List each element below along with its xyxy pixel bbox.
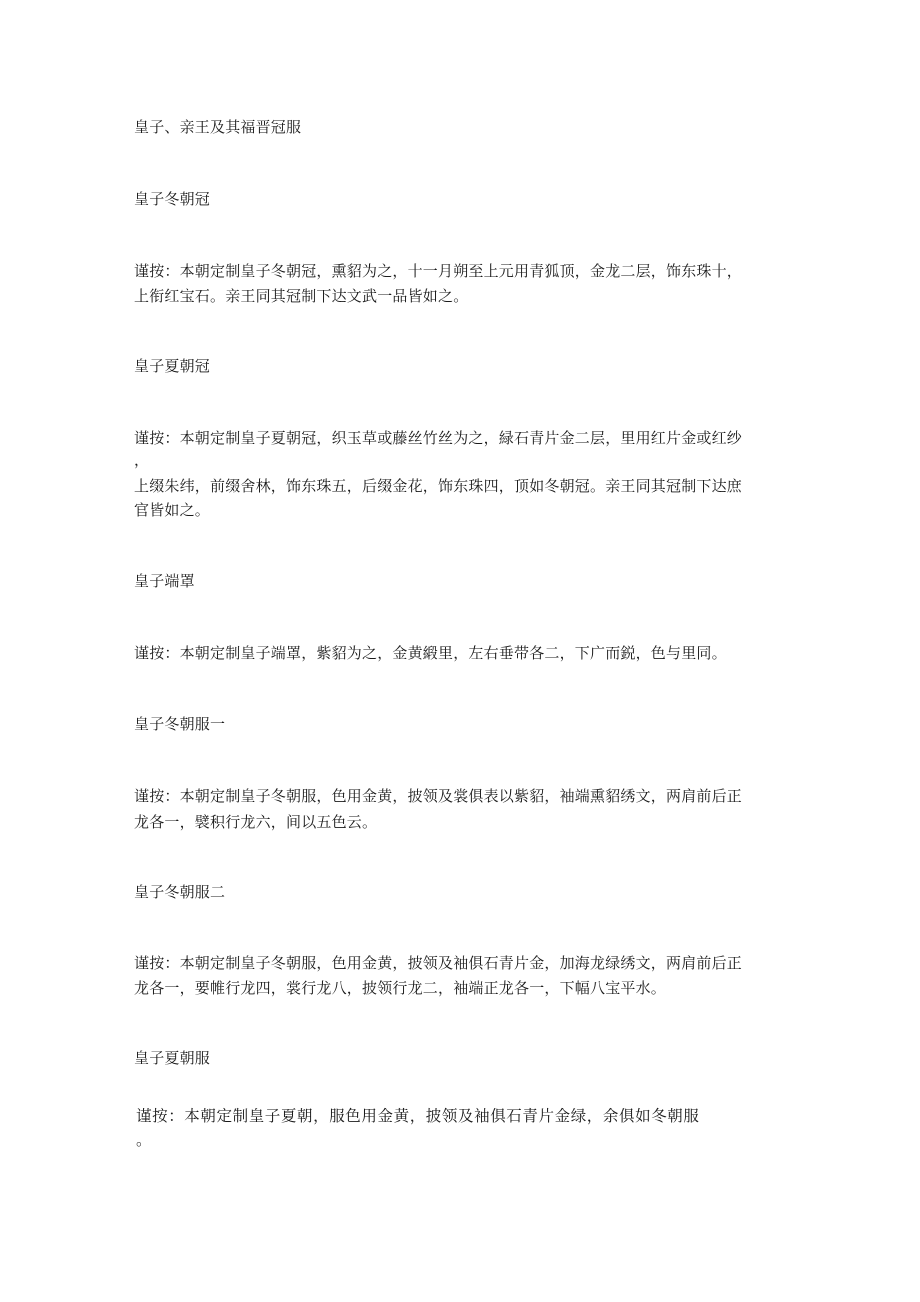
section-heading: 皇子冬朝服一 bbox=[134, 715, 226, 733]
paragraph-line: 。 bbox=[136, 1131, 153, 1149]
paragraph-line: 上缀朱纬，前缀舍林，饰东珠五，后缀金花，饰东珠四，顶如冬朝冠。亲王同其冠制下达庶 bbox=[134, 477, 743, 495]
document-title: 皇子、亲王及其福晋冠服 bbox=[134, 118, 302, 136]
paragraph-line: 龙各一，襞积行龙六，间以五色云。 bbox=[134, 813, 378, 831]
paragraph-line: 上衔红宝石。亲王同其冠制下达文武一品皆如之。 bbox=[134, 287, 469, 305]
paragraph-line: 谨按：本朝定制皇子冬朝冠，熏貂为之，十一月朔至上元用青狐顶，金龙二层，饰东珠十， bbox=[134, 262, 743, 280]
section-heading: 皇子冬朝冠 bbox=[134, 190, 211, 208]
section-heading: 皇子端罩 bbox=[134, 572, 195, 590]
section-heading: 皇子冬朝服二 bbox=[134, 883, 226, 901]
paragraph-line: ， bbox=[134, 451, 150, 469]
paragraph-line: 谨按：本朝定制皇子端罩，紫貂为之，金黄緞里，左右垂带各二，下广而鋭，色与里同。 bbox=[134, 644, 727, 662]
paragraph-line: 官皆如之。 bbox=[134, 501, 211, 519]
section-heading: 皇子夏朝服 bbox=[134, 1049, 211, 1067]
paragraph-line: 谨按：本朝定制皇子冬朝服，色用金黄，披领及袖俱石青片金，加海龙绿绣文，两肩前后正 bbox=[134, 954, 743, 972]
paragraph-line: 谨按：本朝定制皇子夏朝冠，织玉草或藤丝竹丝为之，緑石青片金二层，里用红片金或红纱 bbox=[134, 429, 743, 447]
paragraph-line: 谨按：本朝定制皇子冬朝服，色用金黄，披领及裳俱表以紫貂，袖端熏貂绣文，两肩前后正 bbox=[134, 787, 743, 805]
paragraph-line: 龙各一，要帷行龙四，裳行龙八，披领行龙二，袖端正龙各一，下幅八宝平水。 bbox=[134, 979, 667, 997]
section-heading: 皇子夏朝冠 bbox=[134, 357, 211, 375]
paragraph-line: 谨按：本朝定制皇子夏朝，服色用金黄，披领及袖俱石青片金绿，余俱如冬朝服 bbox=[136, 1107, 700, 1125]
